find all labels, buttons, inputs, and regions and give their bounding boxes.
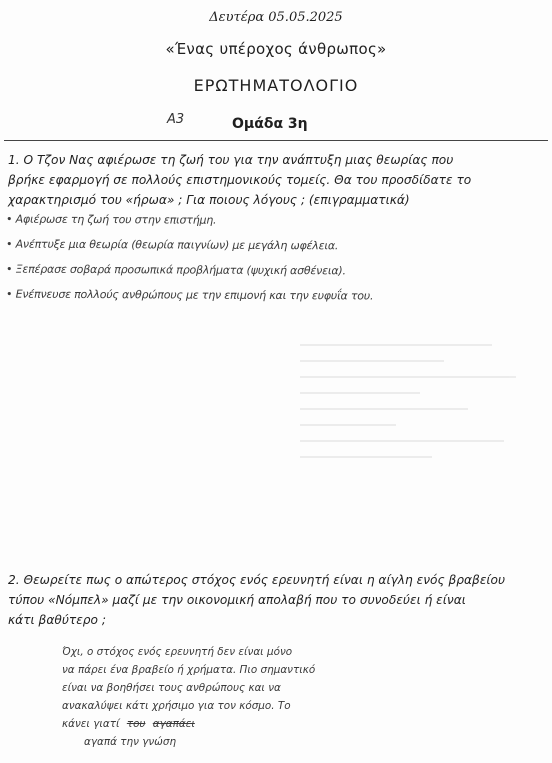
class-code: Α3 <box>167 112 185 127</box>
document-heading: ΕΡΩΤΗΜΑΤΟΛΟΓΙΟ <box>193 76 359 95</box>
answer-2 <box>62 646 342 754</box>
divider <box>4 140 548 141</box>
question-2 <box>8 570 546 630</box>
answer-2-line: αγαπά την γνώση <box>84 736 177 748</box>
date: Δευτέρα 05.05.2025 <box>209 10 343 25</box>
answer-1-bullet: • Ανέπτυξε μια θεωρία (θεωρία παιγνίων) με μεγάλη ωφέλεια. <box>6 237 339 253</box>
struck-word: του <box>126 718 146 730</box>
question-1-line: 1. Ο Τζον Νας αφιέρωσε τη ζωή του για την ανάπτυξη μιας θεωρίας που <box>8 153 454 167</box>
question-1-line: χαρακτηρισμό του «ήρωα» ; Για ποιους λόγους ; (επιγραμματικά) <box>8 193 410 207</box>
answer-1 <box>6 214 546 314</box>
struck-word: αγαπάει <box>152 718 195 730</box>
question-2-line: τύπου «Νόμπελ» μαζί με την οικονομική απολαβή που το συνοδεύει ή είναι <box>8 593 466 607</box>
question-2-line: 2. Θεωρείτε πως ο απώτερος στόχος ενός ερευνητή είναι η αίγλη ενός βραβείου <box>8 573 506 587</box>
answer-1-bullet: • Ξεπέρασε σοβαρά προσωπικά προβλήματα (ψυχική ασθένεια). <box>6 262 346 278</box>
question-1 <box>8 150 546 210</box>
answer-2-line: ανακαλύψει κάτι χρήσιμο για τον κόσμο. Το <box>62 700 291 712</box>
answer-2-line <box>62 718 342 736</box>
question-2-line: κάτι βαθύτερο ; <box>8 613 106 627</box>
answer-1-bullet: • Αφιέρωσε τη ζωή του στην επιστήμη. <box>6 212 217 227</box>
answer-1-bullet: • Ενέπνευσε πολλούς ανθρώπους με την επιμονή και την ευφυΐα του. <box>6 287 374 303</box>
answer-2-line: είναι να βοηθήσει τους ανθρώπους και να <box>62 682 281 694</box>
answer-2-line: Όχι, ο στόχος ενός ερευνητή δεν είναι μόνο <box>62 646 293 658</box>
answer-2-line: να πάρει ένα βραβείο ή χρήματα. Πιο σημαντικό <box>62 664 316 676</box>
question-1-line: βρήκε εφαρμογή σε πολλούς επιστημονικούς τομείς. Θα του προσδίδατε το <box>8 173 472 187</box>
group-label: Ομάδα 3η <box>232 116 308 132</box>
answer-2-text: κάνει γιατί <box>62 718 120 730</box>
bleed-through-marks <box>300 330 540 550</box>
page-title: «Ένας υπέροχος άνθρωπος» <box>165 40 387 58</box>
